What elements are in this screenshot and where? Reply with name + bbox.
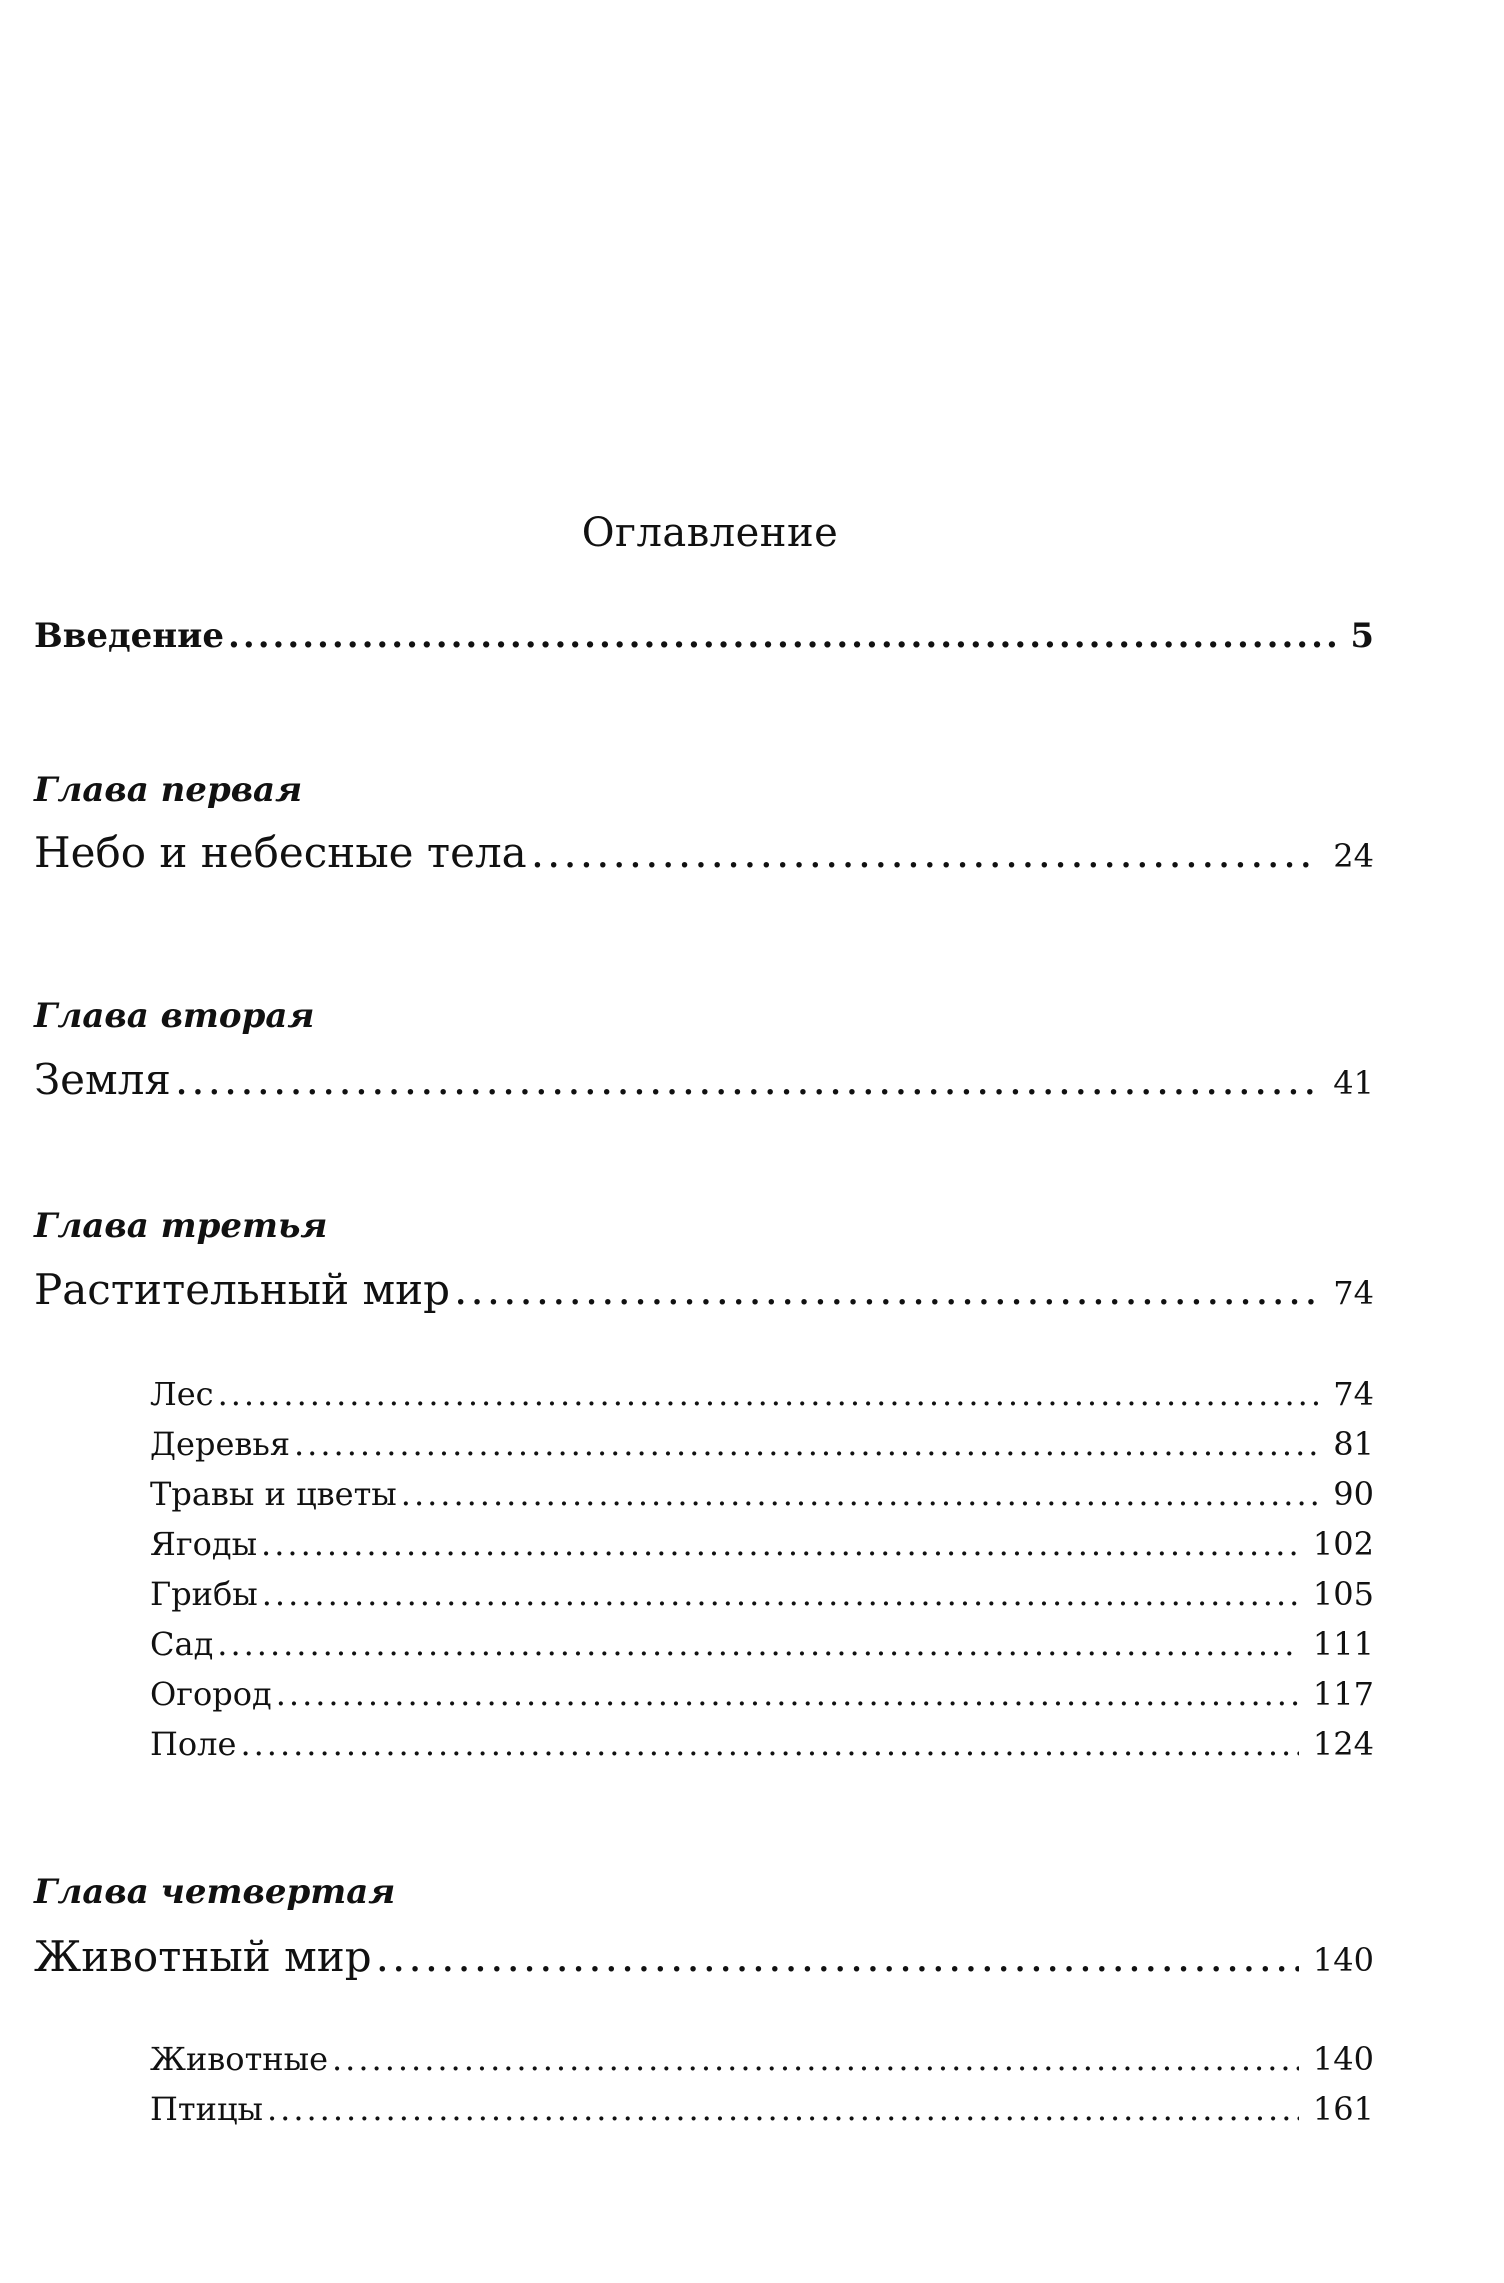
toc-chapter-3[interactable]	[34, 1265, 1374, 1314]
chapter-number: Глава вторая	[34, 996, 315, 1036]
dot-leader	[228, 616, 1336, 656]
section-page: 105	[1312, 1575, 1374, 1613]
section-page: 161	[1312, 2090, 1374, 2128]
toc-chapter-4[interactable]	[34, 1932, 1374, 1981]
chapter-number: Глава первая	[34, 770, 303, 810]
section-page: 90	[1333, 1475, 1374, 1513]
toc-section[interactable]	[150, 1525, 1374, 1563]
section-label: Деревья	[150, 1425, 290, 1463]
section-label: Травы и цветы	[150, 1475, 397, 1513]
toc-section[interactable]	[150, 1475, 1374, 1513]
toc-section[interactable]	[150, 2090, 1374, 2128]
section-page: 74	[1333, 1375, 1374, 1413]
section-page: 102	[1312, 1525, 1374, 1563]
section-label: Огород	[150, 1675, 272, 1713]
section-label: Птицы	[150, 2090, 263, 2128]
chapter-number: Глава третья	[34, 1206, 328, 1246]
chapter-page: 74	[1333, 1274, 1374, 1312]
section-label: Грибы	[150, 1575, 258, 1613]
toc-section[interactable]	[150, 1625, 1374, 1663]
dot-leader	[401, 1475, 1320, 1513]
chapter-page: 140	[1312, 1941, 1374, 1979]
dot-leader	[294, 1425, 1319, 1463]
toc-entry-intro[interactable]	[34, 616, 1374, 656]
page-title: Оглавление	[581, 510, 839, 556]
dot-leader	[175, 1055, 1319, 1104]
dot-leader	[454, 1265, 1319, 1314]
dot-leader	[267, 2090, 1299, 2128]
chapter-title: Земля	[34, 1055, 171, 1104]
section-label: Поле	[150, 1725, 237, 1763]
chapter-number: Глава четвертая	[34, 1872, 396, 1912]
toc-chapter-2[interactable]	[34, 1055, 1374, 1104]
toc-section[interactable]	[150, 2040, 1374, 2078]
section-label: Лес	[150, 1375, 214, 1413]
dot-leader	[276, 1675, 1299, 1713]
chapter-title: Растительный мир	[34, 1265, 451, 1314]
dot-leader	[376, 1932, 1299, 1981]
toc-section[interactable]	[150, 1375, 1374, 1413]
entry-page: 5	[1350, 616, 1374, 656]
section-page: 111	[1312, 1625, 1374, 1663]
dot-leader	[332, 2040, 1299, 2078]
toc-section[interactable]	[150, 1425, 1374, 1463]
dot-leader	[218, 1375, 1320, 1413]
section-page: 117	[1312, 1675, 1374, 1713]
dot-leader	[240, 1725, 1298, 1763]
toc-section[interactable]	[150, 1575, 1374, 1613]
chapter-page: 41	[1333, 1064, 1374, 1102]
section-page: 140	[1312, 2040, 1374, 2078]
dot-leader	[262, 1575, 1299, 1613]
toc-section[interactable]	[150, 1675, 1374, 1713]
dot-leader	[531, 828, 1320, 877]
dot-leader	[261, 1525, 1299, 1563]
chapter-title: Небо и небесные тела	[34, 828, 527, 877]
section-label: Ягоды	[150, 1525, 258, 1563]
chapter-title: Животный мир	[34, 1932, 372, 1981]
chapter-page: 24	[1333, 837, 1374, 875]
section-label: Сад	[150, 1625, 214, 1663]
dot-leader	[217, 1625, 1299, 1663]
entry-label: Введение	[34, 616, 225, 656]
section-page: 124	[1312, 1725, 1374, 1763]
section-page: 81	[1333, 1425, 1374, 1463]
toc-chapter-1[interactable]	[34, 828, 1374, 877]
section-label: Животные	[150, 2040, 328, 2078]
toc-section[interactable]	[150, 1725, 1374, 1763]
